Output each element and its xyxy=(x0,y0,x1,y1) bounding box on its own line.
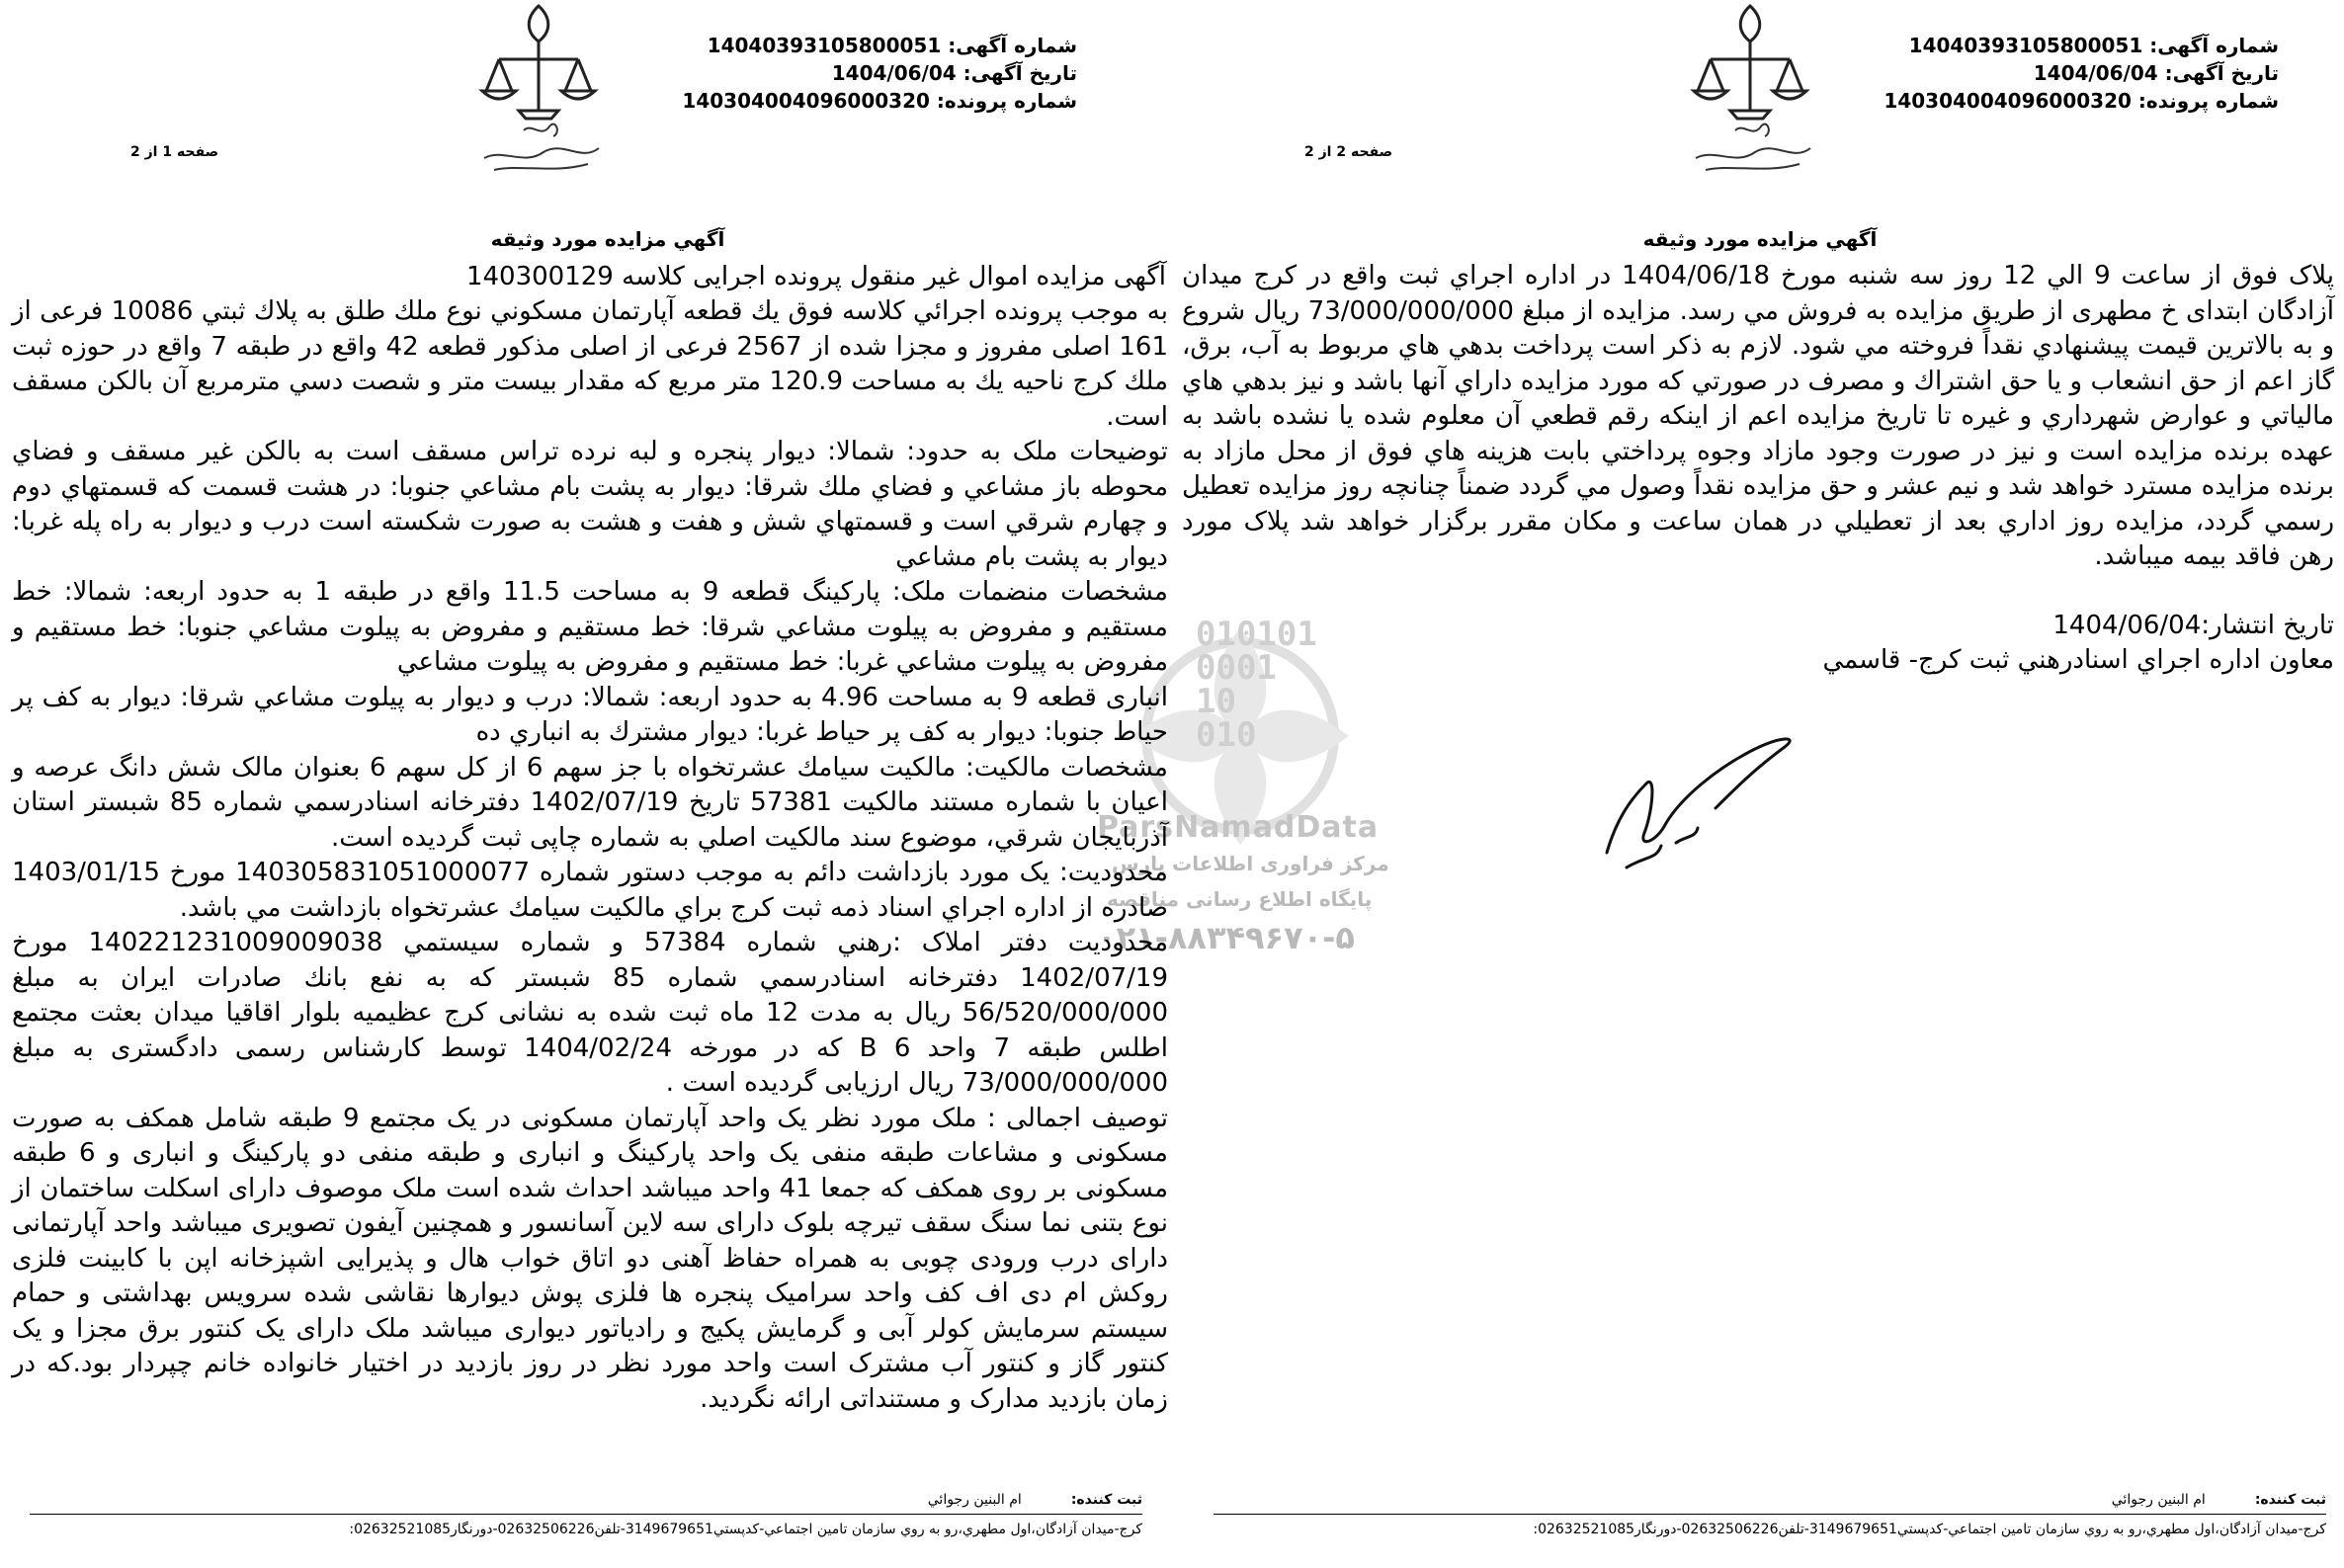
judiciary-emblem-icon xyxy=(464,0,613,178)
publish-date: 1404/06/04 xyxy=(2052,611,2202,640)
watermark-binary-line: 010101 xyxy=(1196,615,1317,654)
ad-number: 14040393105800051 xyxy=(707,34,942,57)
watermark-brand: ParsNamadData xyxy=(1097,810,1380,845)
registrar-line xyxy=(928,1492,1142,1508)
registrar-line xyxy=(2112,1492,2326,1508)
file-number: 140304004096000320 xyxy=(682,89,930,113)
ad-date-label: تاریخ آگهی: xyxy=(963,61,1077,85)
ad-date-row xyxy=(721,59,1077,87)
watermark-line-1: مرکز فراوری اطلاعات پارس xyxy=(1112,852,1389,875)
file-number: 140304004096000320 xyxy=(1884,89,2132,113)
watermark-line-2: پایگاه اطلاع رسانی مناقصه xyxy=(1107,887,1373,911)
ad-meta-block xyxy=(682,32,1077,115)
ad-date: 1404/06/04 xyxy=(831,61,957,85)
registrar-label: ثبت كننده: xyxy=(2254,1492,2326,1508)
watermark-binary-line: 10 xyxy=(1196,682,1236,721)
paragraph-ownership: مشخصات مالکیت: مالكيت سيامك عشرتخواه با جز سهم 6 از كل سهم 6 بعنوان مالک شش دانگ عرصه و اعیان با شماره مستند مالكيت 57381 تاريخ 1402/07/19 دفترخانه اسنادرسمي شماره 85 شبستر استان آذربايجان شرقي، موضوع سند مالكيت اصلي به شماره چاپی ثبت گرديده است. xyxy=(12,752,1168,853)
footer-divider xyxy=(30,1514,1142,1515)
file-number-label: شماره پرونده: xyxy=(2137,89,2279,113)
file-number-row xyxy=(1884,87,2279,115)
footer-address: كرج-ميدان آزادگان،اول مطهري،رو به روي سازمان تامين اجتماعي-كدپستي3149679651-تلفن02632506226-دورنگار02632521085: xyxy=(349,1522,1142,1537)
notice-body xyxy=(1182,259,2334,575)
publish-date-line xyxy=(2052,608,2334,643)
document-page-2 xyxy=(1172,0,2344,1568)
registrar-name: ام البنين رجوائي xyxy=(927,1492,1022,1508)
paragraph-boundaries: توضيحات ملک به حدود: شمالا: ديوار پنجره و لبه نرده تراس مسقف است به بالكن غير مسقف و فضاي محوطه باز مشاعي و فضاي ملك شرقا: ديوار به پشت بام مشاعي جنوبا: در هشت قسمت كه قسمتهاي دوم و چهارم شرقي است و قسمتهاي شش و هفت و هشت به صورت شكسته است درب و ديوار به راه پله غربا: ديوار به پشت بام مشاعي xyxy=(12,437,1168,572)
ad-number: 14040393105800051 xyxy=(1908,34,2143,57)
watermark-binary-line: 0001 xyxy=(1196,648,1277,688)
ad-date-label: تاریخ آگهی: xyxy=(2164,61,2279,85)
footer-address: كرج-ميدان آزادگان،اول مطهري،رو به روي سازمان تامين اجتماعي-كدپستي3149679651-تلفن02632506226-دورنگار02632521085: xyxy=(1533,1522,2326,1537)
ad-number-label: شماره آگهی: xyxy=(2149,34,2279,57)
paragraph-parking: مشخصات منضمات ملک: پاركينگ قطعه 9 به مساحت 11.5 واقع در طبقه 1 به حدود اربعه: شمالا: خط مستقيم و مفروض به پيلوت مشاعي شرقا: خط مستقيم و مفروض به پيلوت مشاعي جنوبا: خط مستقيم و مفروض به پيلوت مشاعي غربا: خط مستقيم و مفروض به پيلوت مشاعي xyxy=(12,577,1168,677)
ad-date-row xyxy=(1923,59,2279,87)
handwritten-signature xyxy=(1587,729,1814,877)
file-number-row xyxy=(682,87,1077,115)
paragraph-property: به موجب پرونده اجرائي كلاسه فوق يك قطعه آپارتمان مسكوني نوع ملك طلق به پلاك ثبتي 10086 فرعی از 161 اصلی مفروز و مجزا شده از 2567 فرعی از اصلی مذکور قطعه 42 واقع در طبقه 7 واقع در حوزه ثبت ملك كرج ناحيه يك به مساحت 120.9 متر مربع كه مقدار بيست متر و شصت دسي مترمربع آن بالكن مسقف است. xyxy=(12,296,1169,432)
registrar-label: ثبت كننده: xyxy=(1070,1492,1142,1508)
page-number: صفحه 2 از 2 xyxy=(1304,144,1393,160)
file-number-label: شماره پرونده: xyxy=(936,89,1077,113)
publish-date-label: تاريخ انتشار: xyxy=(2201,611,2334,640)
footer-divider xyxy=(1214,1514,2326,1515)
page-number: صفحه 1 از 2 xyxy=(130,144,219,160)
paragraph-description: توصيف اجمالی : ملک مورد نظر يک واحد آپارتمان مسکونی در يک مجتمع 9 طبقه شامل همکف به صورت مسکونی و مشاعات طبقه منفی يک واحد پارکينگ و انباری و طبقه منفی دو پارکينگ و انباری و 6 طبقه مسکونی بر روی همکف که جمعا 41 واحد ميباشد احداث شده است ملک موصوف دارای اسکلت ساختمان از نوع بتنی نما سنگ سقف تيرچه بلوک دارای سه لاين آسانسور و همچنين آيفون تصويری ميباشد واحد آپارتمانی دارای درب ورودی چوبی به همراه حفاظ آهنی دو اتاق خواب هال و پذيرايی اشپزخانه اپن با کابينت فلزی روکش ام دی اف کف واحد سراميک پنجره ها فلزی پوش ديوارها نقاشی شده سرويس بهداشتی و حمام سيستم سرمايش کولر آبی و گرمايش پکيج و رادياتور ديواری ميباشد ملک دارای يک کنتور برق مجزا و يک کنتور گاز و کنتور آب مشترک است واحد مورد نظر در روز بازديد در اختيار خانواده خانم چپردار بود.که در زمان بازديد مدارک و مستنداتی ارائه نگرديد. xyxy=(12,1103,1168,1414)
signer-title: معاون اداره اجراي اسنادرهني ثبت كرج- قاسمي xyxy=(1822,645,2334,675)
notice-body xyxy=(12,294,1168,1417)
ad-number-row xyxy=(1908,32,2279,59)
paragraph-storage: انباری قطعه 9 به مساحت 4.96 به حدود اربعه: شمالا: درب و ديوار به پيلوت مشاعي شرقا: ديوار به كف پر حياط جنوبا: ديوار به كف پر حياط غربا: ديوار مشترك به انباري ده xyxy=(12,682,1168,747)
paragraph-auction-terms: پلاک فوق از ساعت 9 الي 12 روز سه شنبه مورخ 1404/06/18 در اداره اجراي ثبت واقع در كرج ميدان آزادگان ابتدای خ مطهری از طريق مزايده به فروش مي رسد. مزايده از مبلغ 73/000/000/000 ريال شروع و به بالاترين قيمت پيشنهادي نقداً فروخته مي شود. لازم به ذكر است پرداخت بدهي هاي مربوط به آب، برق، گاز اعم از حق انشعاب و يا حق اشتراك و مصرف در صورتي كه مورد مزايده داراي آنها باشد و نيز بدهي هاي مالياتي و عوارض شهرداري و غيره تا تاريخ مزايده اعم از اينكه رقم قطعي آن معلوم شده يا نشده باشد به عهده برنده مزايده است و نيز در صورت وجود مازاد وجوه پرداختي بابت هزينه هاي فوق از محل مازاد به برنده مزايده مسترد خواهد شد و نيم عشر و حق مزايده نقداً وصول مي گردد ضمناً چنانچه روز مزايده تعطيل رسمي گردد، مزايده روز اداري بعد از تعطيلي در همان ساعت و مكان مقرر برگزار خواهد شد پلاک مورد رهن فاقد بيمه ميباشد. xyxy=(1182,261,2334,571)
notice-title: آگهي مزايده مورد وثيقه xyxy=(1642,227,1878,251)
notice-title: آگهي مزايده مورد وثيقه xyxy=(490,227,725,251)
paragraph-restriction: محدوديت: يک مورد بازداشت دائم به موجب دستور شماره 140305831051000077 مورخ 1403/01/15 صادره از اداره اجراي اسناد ذمه ثبت كرج براي مالكيت سيامك عشرتخواه بازداشت مي باشد. xyxy=(12,858,1168,923)
ad-number-row xyxy=(707,32,1077,59)
ad-number-label: شماره آگهی: xyxy=(948,34,1077,57)
judiciary-emblem-icon xyxy=(1676,0,1824,178)
notice-subtitle: آگهی مزایده اموال غیر منقول پرونده اجرایی کلاسه 140300129 xyxy=(465,262,1166,291)
watermark-binary-line: 010 xyxy=(1196,715,1257,755)
ad-meta-block xyxy=(1884,32,2279,115)
registrar-name: ام البنين رجوائي xyxy=(2111,1492,2206,1508)
ad-date: 1404/06/04 xyxy=(2033,61,2158,85)
paragraph-mortgage: محدوديت دفتر املاک :رهني شماره 57384 و شماره سيستمي 140221231009009038 مورخ 1402/07/19 دفترخانه اسنادرسمي شماره 85 شبستر كه به نفع بانك صادرات ايران به مبلغ 56/520/000/000 ريال به مدت 12 ماه ثبت شده به نشانی كرج عظيميه بلوار اقاقيا ميدان بعثت مجتمع اطلس طبقه 7 واحد 6 B كه در مورخه 1404/02/24 توسط کارشناس رسمی دادگستری به مبلغ 73/000/000/000 ريال ارزيابی گرديده است . xyxy=(12,928,1168,1098)
watermark-phone: ۰۲۱-۸۸۳۴۹۶۷۰-۵ xyxy=(1097,919,1355,956)
